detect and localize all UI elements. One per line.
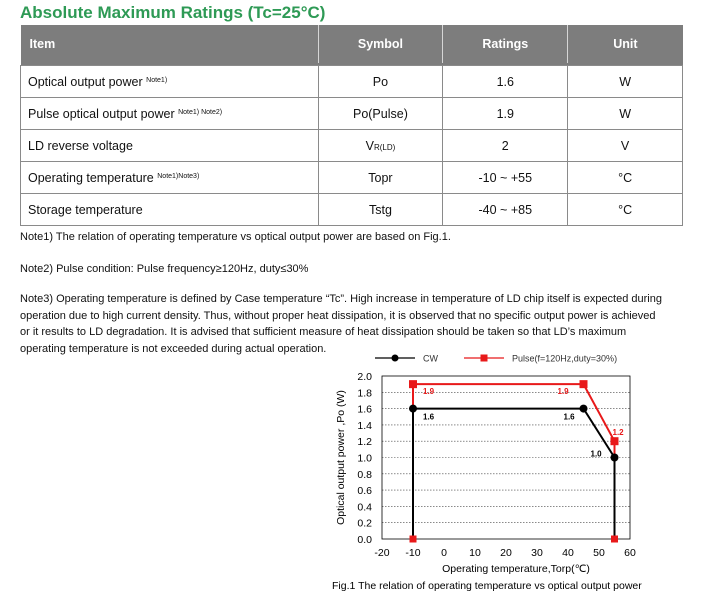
data-label: 1.9 bbox=[423, 387, 435, 397]
x-axis-label: Operating temperature,Torp(℃) bbox=[442, 563, 590, 575]
data-label: 1.6 bbox=[563, 412, 575, 422]
row-unit: °C bbox=[568, 194, 683, 226]
y-tick-label: 1.8 bbox=[357, 387, 372, 400]
y-tick-label: 0.6 bbox=[357, 485, 372, 498]
row-symbol: Po bbox=[318, 66, 443, 98]
data-label: 1.2 bbox=[612, 428, 624, 438]
data-point bbox=[580, 380, 588, 388]
data-label: 1.6 bbox=[423, 412, 435, 422]
row-symbol: Topr bbox=[318, 162, 443, 194]
y-tick-label: 1.6 bbox=[357, 403, 372, 416]
row-unit: V bbox=[568, 130, 683, 162]
row-item: Pulse optical output power $^{Note1) Note2)}$ bbox=[21, 98, 319, 130]
x-tick-label: 50 bbox=[593, 547, 605, 559]
y-axis-label: Optical output power ,Po (W) bbox=[335, 390, 347, 525]
row-rating: -40 ~ +85 bbox=[443, 194, 568, 226]
data-label: 1.0 bbox=[590, 449, 602, 459]
row-rating: 1.9 bbox=[443, 98, 568, 130]
row-item: Operating temperature $^{Note1)Note3)}$ bbox=[21, 162, 319, 194]
header-unit: Unit bbox=[568, 25, 683, 63]
legend-marker bbox=[481, 355, 488, 362]
x-tick-label: 60 bbox=[624, 547, 636, 559]
y-tick-label: 1.2 bbox=[357, 436, 372, 449]
legend-label: CW bbox=[423, 353, 438, 364]
header-item: Item bbox=[21, 25, 319, 63]
note-ref: Note1) bbox=[146, 76, 168, 84]
x-tick-label: -10 bbox=[405, 547, 421, 559]
row-unit: W bbox=[568, 66, 683, 98]
header-symbol: Symbol bbox=[318, 25, 443, 63]
row-item: LD reverse voltage bbox=[21, 130, 319, 162]
note-3: Note3) Operating temperature is defined by Case temperature “Tc”. High increase in temperature of LD chip itself is expected during operation due to high current density. Thus, without proper heat dissipation, it is observed that no specific output power is achieved or it results to LD degradation. It is advised that sufficient measure of heat dissipation should be taken so that LD’s maximum operating temperature is not exceeded during actual operation. bbox=[20, 293, 662, 355]
row-symbol: Tstg bbox=[318, 194, 443, 226]
row-symbol: VR(LD) bbox=[318, 130, 443, 162]
data-label: 1.9 bbox=[557, 387, 569, 397]
row-item: Optical output power $^{Note1)}$ bbox=[21, 66, 319, 98]
x-tick-label: -20 bbox=[374, 547, 390, 559]
row-rating: 2 bbox=[443, 130, 568, 162]
x-tick-label: 10 bbox=[469, 547, 481, 559]
data-point bbox=[580, 405, 588, 413]
data-point bbox=[611, 536, 618, 543]
table-row bbox=[21, 162, 683, 194]
x-tick-label: 20 bbox=[500, 547, 512, 559]
row-unit: °C bbox=[568, 162, 683, 194]
x-tick-label: 30 bbox=[531, 547, 543, 559]
note-ref: Note1) Note2) bbox=[178, 108, 223, 116]
y-tick-label: 0.2 bbox=[357, 517, 372, 530]
data-point bbox=[409, 380, 417, 388]
y-tick-label: 0.8 bbox=[357, 468, 372, 481]
y-tick-label: 2.0 bbox=[357, 371, 372, 383]
figure-caption: Fig.1 The relation of operating temperature vs optical output power bbox=[332, 580, 642, 592]
row-unit: W bbox=[568, 98, 683, 130]
note-2: Note2) Pulse condition: Pulse frequency≥120Hz, duty≤30% bbox=[20, 263, 309, 275]
row-item: Storage temperature bbox=[21, 194, 319, 226]
page-title: Absolute Maximum Ratings (Tc=25°C) bbox=[20, 3, 326, 22]
y-tick-label: 0.4 bbox=[357, 501, 372, 514]
header-ratings: Ratings bbox=[443, 25, 568, 63]
row-symbol: Po(Pulse) bbox=[318, 98, 443, 130]
x-tick-label: 40 bbox=[562, 547, 574, 559]
data-point bbox=[611, 437, 619, 445]
table-header-row bbox=[21, 25, 683, 63]
table-row bbox=[21, 130, 683, 162]
y-tick-label: 0.0 bbox=[357, 534, 372, 546]
table-row bbox=[21, 194, 683, 226]
data-point bbox=[410, 536, 417, 543]
legend-marker bbox=[392, 355, 399, 362]
data-point bbox=[409, 405, 417, 413]
table-row bbox=[21, 98, 683, 130]
chart bbox=[330, 350, 660, 595]
note-1: Note1) The relation of operating temperature vs optical output power are based on Fig.1. bbox=[20, 231, 451, 243]
row-rating: 1.6 bbox=[443, 66, 568, 98]
y-tick-label: 1.4 bbox=[357, 419, 372, 432]
ratings-table bbox=[20, 25, 683, 226]
note-ref: Note1)Note3) bbox=[157, 172, 200, 180]
y-tick-label: 1.0 bbox=[357, 452, 372, 465]
legend-label: Pulse(f=120Hz,duty=30%) bbox=[512, 353, 618, 364]
data-point bbox=[611, 454, 619, 462]
table-row bbox=[21, 66, 683, 98]
symbol-subscript: R(LD) bbox=[373, 142, 396, 152]
row-rating: -10 ~ +55 bbox=[443, 162, 568, 194]
x-tick-label: 0 bbox=[441, 547, 447, 559]
chart-svg bbox=[330, 350, 660, 595]
